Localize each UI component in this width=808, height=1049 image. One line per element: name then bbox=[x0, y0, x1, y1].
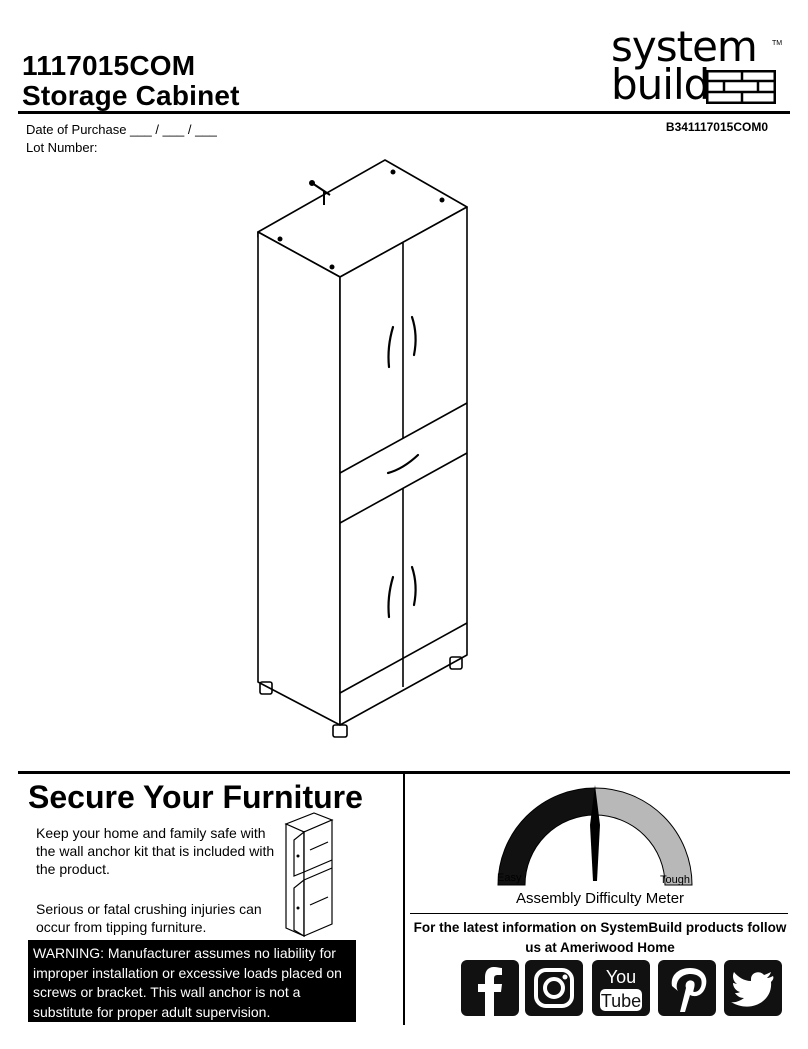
instagram-icon[interactable] bbox=[525, 960, 583, 1016]
meter-tough-arc bbox=[595, 788, 692, 885]
model-number: 1117015COM bbox=[22, 50, 196, 81]
meter-easy-arc bbox=[498, 788, 595, 885]
logo-build-text: build bbox=[611, 60, 710, 109]
date-of-purchase: Date of Purchase ___ / ___ / ___ bbox=[26, 122, 217, 137]
brick-logo-icon bbox=[706, 70, 776, 104]
warning-text: WARNING: Manufacturer assumes no liability for improper installation or excessive loads placed on screws or bracket. This wall anchor is not a substitute for proper adult supervision. bbox=[33, 945, 342, 1020]
anchored-cabinet-icon bbox=[276, 810, 338, 938]
anchor-kit-text: Keep your home and family safe with the wall anchor kit that is included with the product. bbox=[36, 825, 275, 877]
header-rule bbox=[18, 111, 790, 114]
warning-box bbox=[28, 940, 356, 1022]
pinterest-icon[interactable] bbox=[658, 960, 716, 1016]
cabinet-illustration bbox=[250, 155, 475, 745]
part-code: B341117015COM0 bbox=[665, 120, 768, 134]
lot-number: Lot Number: bbox=[26, 140, 98, 155]
youtube-tube-text: Tube bbox=[600, 991, 642, 1011]
twitter-icon[interactable] bbox=[724, 960, 782, 1016]
social-rule bbox=[410, 913, 788, 914]
meter-easy-label: Easy bbox=[497, 872, 522, 884]
follow-text: For the latest information on SystemBuild products follow us at Ameriwood Home bbox=[413, 920, 787, 955]
facebook-icon[interactable] bbox=[461, 960, 519, 1016]
tip-warning-text: Serious or fatal crushing injuries can occur from tipping furniture. bbox=[36, 901, 262, 935]
section-divider bbox=[403, 773, 405, 1025]
logo-trademark: TM bbox=[772, 40, 783, 47]
secure-heading: Secure Your Furniture bbox=[28, 779, 363, 815]
logo-system-text: system bbox=[611, 22, 757, 71]
meter-tough-label: Tough bbox=[660, 874, 690, 886]
youtube-icon[interactable] bbox=[592, 960, 650, 1016]
product-name: Storage Cabinet bbox=[22, 80, 240, 111]
meter-title: Assembly Difficulty Meter bbox=[515, 890, 685, 907]
youtube-you-text: You bbox=[605, 967, 637, 987]
